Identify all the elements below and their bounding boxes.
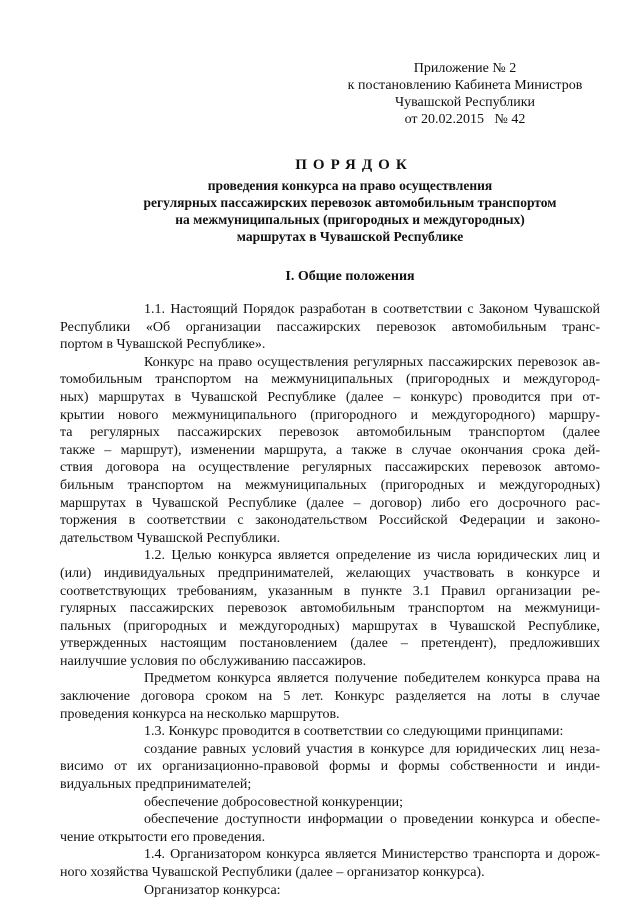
text-line: торжения в соответствии с законодательством Российской Федерации и законо- [60,513,600,529]
title-line: регулярных пассажирских перевозок автомобильным транспортом [143,195,557,210]
appendix-decree: к постановлению Кабинета Министров [347,78,583,93]
text-line: 1.3. Конкурс проводится в соответствии со следующими принципами: [144,724,564,740]
text-line: бильным транспортом на межмуниципальных (пригородных и междугородных) [60,477,600,493]
text-line: обеспечение доступности информации о проведении конкурса и обеспе- [144,812,600,828]
text-line: Республики «Об организации пассажирских перевозок автомобильным транс- [60,319,600,335]
text-line: также – маршрут), изменении маршрута, а также в случае окончания срока дей- [60,442,600,458]
text-line: ного хозяйства Чувашской Республики (далее – организатор конкурса). [60,865,485,880]
text-line: Организатор конкурса: [144,882,281,898]
text-line: проведения конкурса на несколько маршрутов. [60,706,340,722]
section-heading: I. Общие положения [285,269,415,284]
text-line: 1.4. Организатором конкурса является Министерство транспорта и дорож- [144,847,600,863]
text-line: (или) индивидуальных предпринимателей, желающих участвовать в конкурсе и [60,565,600,581]
appendix-date: от 20.02.2015 № 42 [404,112,526,127]
text-line: маршрутах в Чувашской Республике (далее – договор) либо его досрочного рас- [60,495,600,511]
text-line: утвержденных настоящим постановлением (далее – претендент), предложивших [60,636,600,652]
document-body [60,301,600,899]
text-line: 1.2. Целью конкурса является определение из числа юридических лиц и [144,548,600,564]
document-title [60,155,640,245]
text-line: чение открытости его проведения. [60,829,266,845]
appendix-republic: Чувашской Республики [394,95,536,110]
text-line: гулярных пассажирских перевозок автомобильным транспортом на межмуници- [60,601,600,617]
text-line: видуальных предпринимателей; [60,777,252,793]
text-line: портом в Чувашской Республике». [60,337,266,353]
text-line: висимо от их организационно-правовой формы и формы собственности и инди- [60,759,600,775]
title-line: на межмуниципальных (пригородных и междугородных) [175,212,525,227]
text-line: пальных (пригородных и междугородных) маршрутах в Чувашской Республике, [60,618,600,634]
text-line: та регулярных пассажирских перевозок автомобильным транспортом (далее [60,425,600,441]
title-line: маршрутах в Чувашской Республике [236,229,464,244]
text-line: соответствующих требованиям, указанным в пункте 3.1 Правил организации ре- [60,583,600,599]
title-line: проведения конкурса на право осуществления [207,178,493,193]
text-line: создание равных условий участия в конкурсе для юридических лиц неза- [144,741,600,757]
text-line: дательством Чувашской Республики. [60,530,281,546]
text-line: Конкурс на право осуществления регулярных пассажирских перевозок ав- [144,354,600,370]
text-line: заключение договора сроком на 5 лет. Конкурс разделяется на лоты в случае [60,689,600,705]
title-main: ПОРЯДОК [295,157,413,173]
text-line: крытии нового межмуниципального (пригородного и междугородного) маршру- [60,407,600,423]
text-line: наилучшие условия по обслуживанию пассажиров. [60,653,367,669]
appendix-number: Приложение № 2 [413,61,517,76]
text-line: 1.1. Настоящий Порядок разработан в соответствии с Законом Чувашской [144,302,600,317]
text-line: ных) маршрутах в Чувашской Республике (далее – конкурс) проводится при от- [60,389,600,405]
text-line: обеспечение добросовестной конкуренции; [144,794,403,810]
text-line: томобильным транспортом на межмуниципальных (пригородных и междугород- [60,372,600,388]
text-line: ствия договора на осуществление регулярных пассажирских перевозок автомо- [60,460,600,476]
text-line: Предметом конкурса является получение победителем конкурса права на [144,671,600,687]
appendix-header [330,60,600,128]
